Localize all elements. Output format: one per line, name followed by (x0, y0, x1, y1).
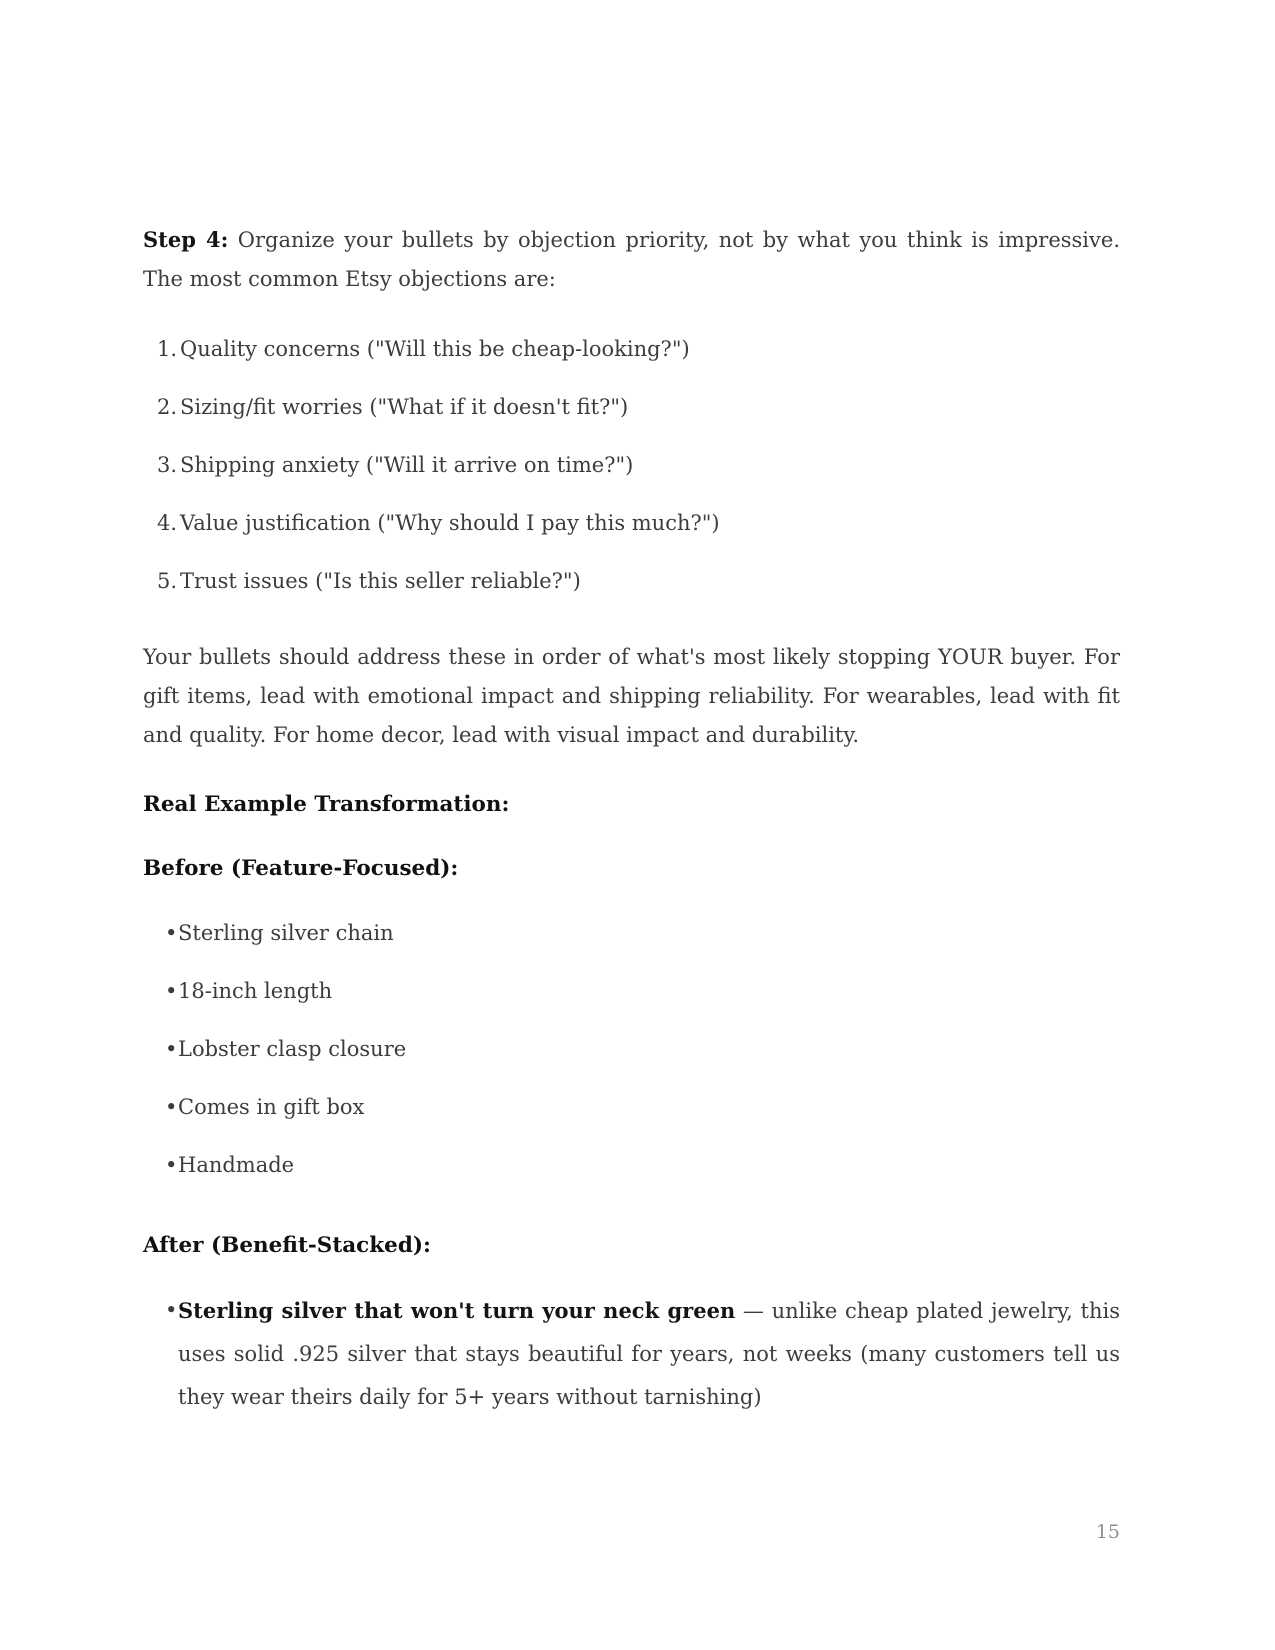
list-item-text: Shipping anxiety ("Will it arrive on time?") (180, 453, 634, 477)
bullet-icon: • (165, 1153, 178, 1177)
heading-after: After (Benefit-Stacked): (143, 1233, 431, 1258)
after-bullet-detail: — unlike cheap plated jewelry, this uses solid .925 silver that stays beautiful for years, not weeks (many customers tell us they wear theirs daily for 5+ years without tarnishing) (178, 1299, 1120, 1409)
list-item (143, 388, 1120, 427)
list-item (143, 446, 1120, 485)
list-item (143, 1146, 1120, 1185)
list-item (143, 914, 1120, 953)
after-bullet-item (143, 1289, 1120, 1419)
list-item-number: 2. (156, 395, 177, 419)
list-item (143, 1030, 1120, 1069)
list-item (143, 330, 1120, 369)
step-4-text: Organize your bullets by objection priority, not by what you think is impressive. The most common Etsy objections are: (143, 228, 1120, 291)
list-item-number: 1. (156, 337, 177, 361)
list-item-text: Lobster clasp closure (178, 1037, 407, 1061)
list-item-text: Trust issues ("Is this seller reliable?") (180, 569, 581, 593)
list-item-text: Sizing/fit worries ("What if it doesn't fit?") (180, 395, 629, 419)
bullet-icon: • (165, 1095, 178, 1119)
list-item-text: Comes in gift box (178, 1095, 365, 1119)
list-item-text: Quality concerns ("Will this be cheap-looking?") (180, 337, 690, 361)
list-item (143, 972, 1120, 1011)
list-item-text: Sterling silver chain (178, 921, 394, 945)
bullet-icon: • (165, 979, 178, 1003)
list-item (143, 1088, 1120, 1127)
page-content (143, 220, 1120, 1419)
list-item-text: Handmade (178, 1153, 295, 1177)
bullet-icon: • (165, 1037, 178, 1061)
after-bullet-benefit: Sterling silver that won't turn your neck green (178, 1298, 736, 1323)
step-4-paragraph (143, 220, 1120, 299)
list-item-text: 18-inch length (178, 979, 333, 1003)
list-item-text: Value justification ("Why should I pay this much?") (180, 511, 720, 535)
objections-numbered-list (143, 330, 1120, 601)
bullet-icon: • (165, 921, 178, 945)
heading-real-example: Real Example Transformation: (143, 792, 510, 817)
heading-before: Before (Feature-Focused): (143, 856, 459, 881)
before-bullet-list (143, 914, 1120, 1185)
list-item-number: 5. (156, 569, 177, 593)
list-item (143, 504, 1120, 543)
list-item-number: 3. (156, 453, 177, 477)
list-item (143, 562, 1120, 601)
advice-paragraph: Your bullets should address these in order of what's most likely stopping YOUR buyer. For gift items, lead with emotional impact and shipping reliability. For wearables, lead with fit and quality. For home decor, lead with visual impact and durability. (143, 645, 1120, 747)
step-4-label: Step 4: (143, 227, 229, 252)
list-item-number: 4. (156, 511, 177, 535)
bullet-icon: • (165, 1298, 178, 1322)
page-number: 15 (1095, 1521, 1120, 1543)
